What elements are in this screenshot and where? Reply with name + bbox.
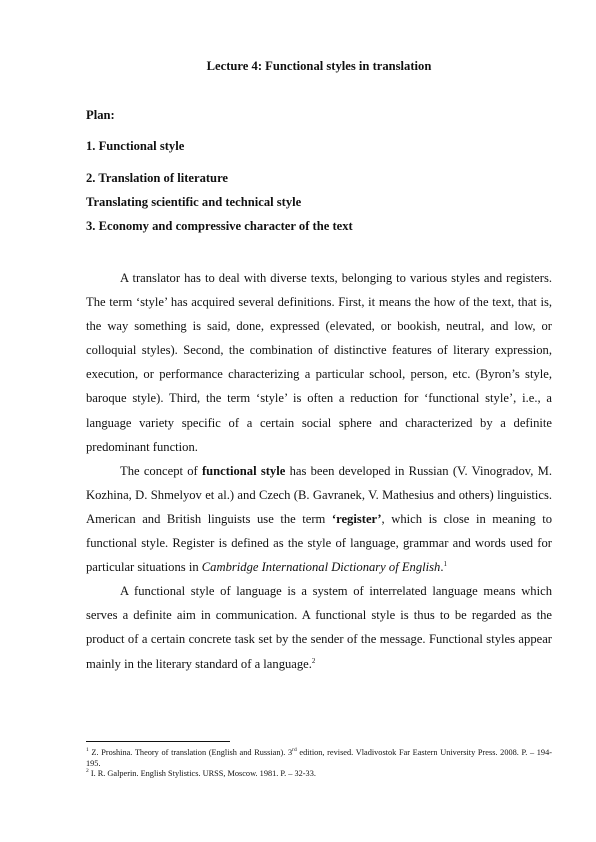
- footnote-ref-1: 1: [443, 559, 448, 568]
- term-register: ‘register’: [331, 511, 382, 526]
- paragraph-3: A functional style of language is a system of interrelated language means which serves a definite aim in communication. A functional style is thus to be regarded as the product of a certain concrete task set by the sender of the message. Functional styles appear mainly in the literary standard of a language.$^2$: [86, 584, 552, 671]
- footnote-ref-2: 2: [311, 656, 316, 665]
- footnote-1: $^1$ Z. Proshina. Theory of translation (English and Russian). 3rd edition, revised. Vladivostok Far Eastern University Press. 2008. P. – 194-195.: [86, 747, 552, 768]
- body-text: [86, 266, 552, 676]
- plan-item: Translating scientific and technical style: [86, 195, 302, 209]
- plan-heading: Plan:: [86, 108, 115, 122]
- paragraph-1: A translator has to deal with diverse texts, belonging to various styles and registers. The term ‘style’ has acquired several definitions. First, it means the how of the text, that is, the way something is said, done, expressed (elevated, or bookish, neutral, and low, or colloquial styles). Second, the combination of distinctive features of literary expression, execution, or performance characterizing a particular school, person, etc. (Byron’s style, baroque style). Third, the term ‘style’ is often a reduction for ‘functional style’, i.e., a language variety specific of a certain social sphere and characterized by a definite predominant function.: [86, 271, 552, 454]
- dictionary-title: Cambridge International Dictionary of English: [201, 560, 441, 575]
- footnotes: [86, 748, 552, 780]
- plan-item: 3. Economy and compressive character of the text: [86, 219, 353, 233]
- footnote-2: $^2$ I. R. Galperin. English Stylistics. URSS, Moscow. 1981. P. – 32-33.: [86, 768, 316, 779]
- paragraph-2: The concept of functional style has been developed in Russian (V. Vinogradov, M. Kozhina, D. Shmelyov et al.) and Czech (B. Gavranek, V. Mathesius and others) linguistics. American and British linguists use the term ‘register’, which is close in meaning to functional style. Register is defined as the style of language, grammar and words used for particular situations in Cambridge International Dictionary of English.$^1$: [86, 463, 552, 575]
- term-functional-style: functional style: [201, 463, 286, 478]
- footnote-divider: [86, 741, 230, 742]
- page-title: Lecture 4: Functional styles in translation: [206, 59, 432, 73]
- plan-item: 2. Translation of literature: [86, 171, 229, 185]
- plan-item: 1. Functional style: [86, 139, 185, 153]
